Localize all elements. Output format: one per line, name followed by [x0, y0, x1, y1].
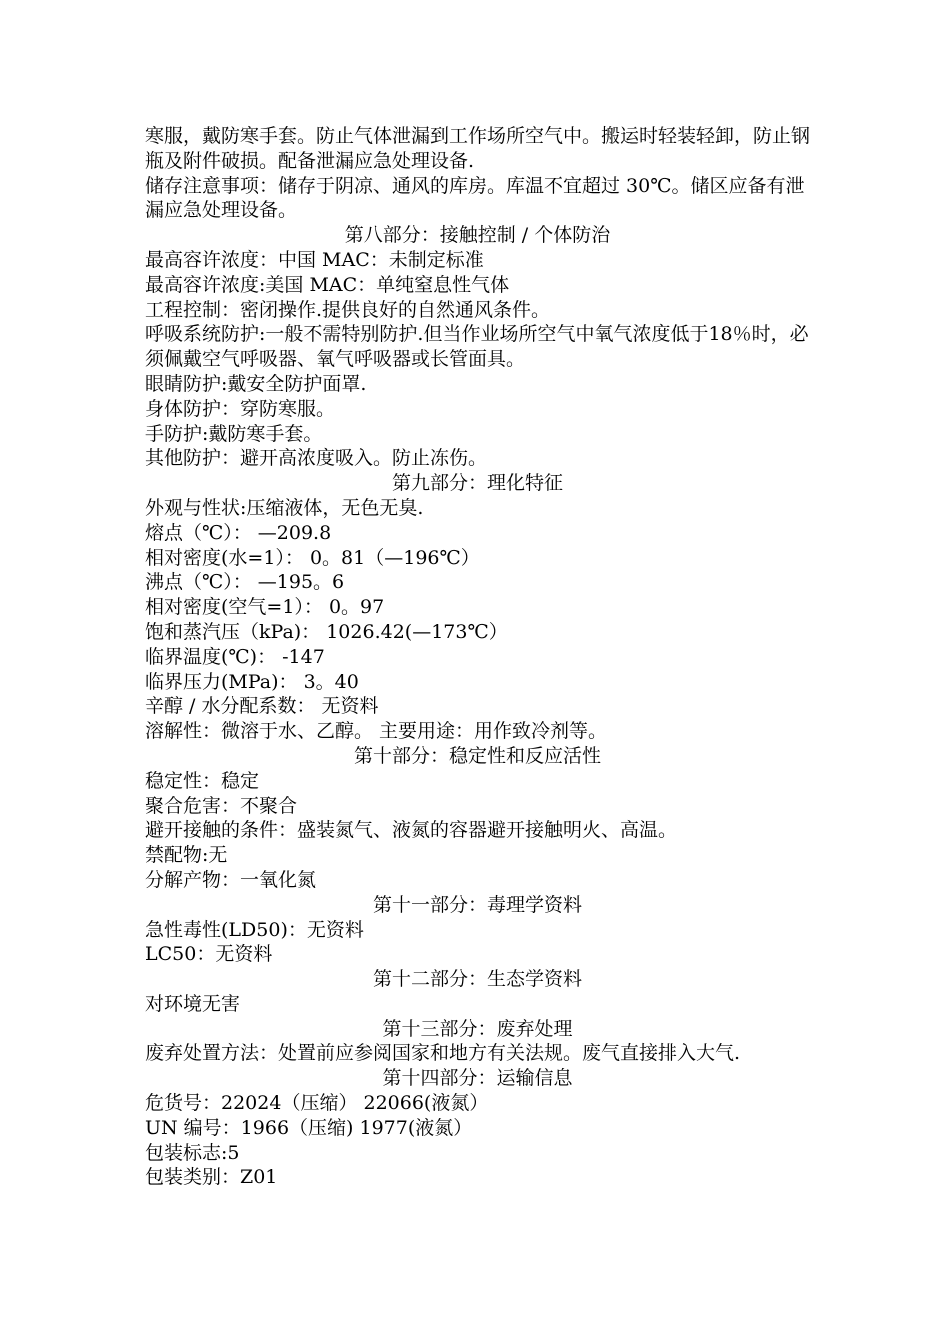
conditions-to-avoid-line: 避开接触的条件：盛装氮气、液氮的容器避开接触明火、高温。	[145, 819, 678, 842]
section-12-heading: 第十二部分：生态学资料	[372, 968, 582, 991]
relative-density-air-line: 相对密度(空气=1）： 0。97	[145, 596, 385, 619]
critical-temperature-line: 临界温度(℃)： -147	[145, 645, 325, 668]
stability-line: 稳定性：稳定	[145, 769, 260, 792]
usa-mac-line: 最高容许浓度:美国 MAC：单纯窒息性气体	[145, 273, 510, 296]
decomposition-products-line: 分解产物：一氧化氮	[145, 868, 317, 891]
body-protection-line: 身体防护：穿防寒服。	[145, 397, 336, 420]
section-14-heading: 第十四部分：运输信息	[382, 1067, 573, 1090]
dangerous-goods-number-line: 危货号：22024（压缩） 22066(液氮）	[145, 1092, 489, 1115]
storage-precautions-text: 储存注意事项：储存于阴凉、通风的库房。库温不宜超过 30℃。储区应备有泄漏应急处理设备。	[145, 174, 805, 222]
appearance-line: 外观与性状:压缩液体，无色无臭.	[145, 496, 424, 519]
incompatible-materials-line: 禁配物:无	[145, 844, 228, 867]
vapor-pressure-line: 饱和蒸汽压（kPa)： 1026.42(—173℃）	[145, 620, 508, 643]
relative-density-water-line: 相对密度(水=1）： 0。81（—196℃）	[145, 546, 480, 569]
section-13-heading: 第十三部分：废弃处理	[382, 1017, 573, 1040]
critical-pressure-line: 临界压力(MPa)： 3。40	[145, 670, 359, 693]
solubility-line: 溶解性：微溶于水、乙醇。 主要用途：用作致冷剂等。	[145, 720, 608, 743]
melting-point-line: 熔点（℃）： —209.8	[145, 521, 332, 544]
section-10-heading: 第十部分：稳定性和反应活性	[353, 744, 601, 767]
un-number-line: UN 编号：1966（压缩) 1977(液氮）	[145, 1116, 473, 1139]
handling-precautions-text: 寒服，戴防寒手套。防止气体泄漏到工作场所空气中。搬运时轻装轻卸，防止钢瓶及附件破损。配备泄漏应急处理设备.	[145, 125, 811, 172]
polymerization-hazard-line: 聚合危害：不聚合	[145, 794, 298, 817]
eye-protection-line: 眼睛防护:戴安全防护面罩.	[145, 372, 367, 395]
ld50-line: 急性毒性(LD50)：无资料	[145, 918, 364, 941]
other-protection-line: 其他防护：避开高浓度吸入。防止冻伤。	[145, 447, 488, 470]
respiratory-protection-text: 呼吸系统防护:一般不需特别防护.但当作业场所空气中氧气浓度低于18％时，必须佩戴空气呼吸器、氧气呼吸器或长管面具。	[145, 323, 809, 371]
document-page	[145, 124, 810, 1190]
boiling-point-line: 沸点（℃）： —195。6	[145, 571, 345, 594]
ecology-line: 对环境无害	[145, 992, 241, 1015]
disposal-method-text: 废弃处置方法：处置前应参阅国家和地方有关法规。废气直接排入大气.	[145, 1042, 741, 1065]
section-9-heading: 第九部分：理化特征	[391, 472, 563, 495]
packaging-category-line: 包装类别：Z01	[145, 1166, 278, 1189]
packaging-mark-line: 包装标志:5	[145, 1141, 240, 1164]
partition-coefficient-line: 辛醇 / 水分配系数： 无资料	[145, 695, 379, 718]
section-11-heading: 第十一部分：毒理学资料	[372, 893, 582, 916]
section-8-heading: 第八部分：接触控制 / 个体防治	[344, 224, 611, 247]
hand-protection-line: 手防护:戴防寒手套。	[145, 422, 323, 445]
engineering-control-line: 工程控制：密闭操作.提供良好的自然通风条件。	[145, 298, 551, 321]
china-mac-line: 最高容许浓度：中国 MAC：未制定标准	[145, 248, 484, 271]
lc50-line: LC50：无资料	[145, 943, 273, 966]
